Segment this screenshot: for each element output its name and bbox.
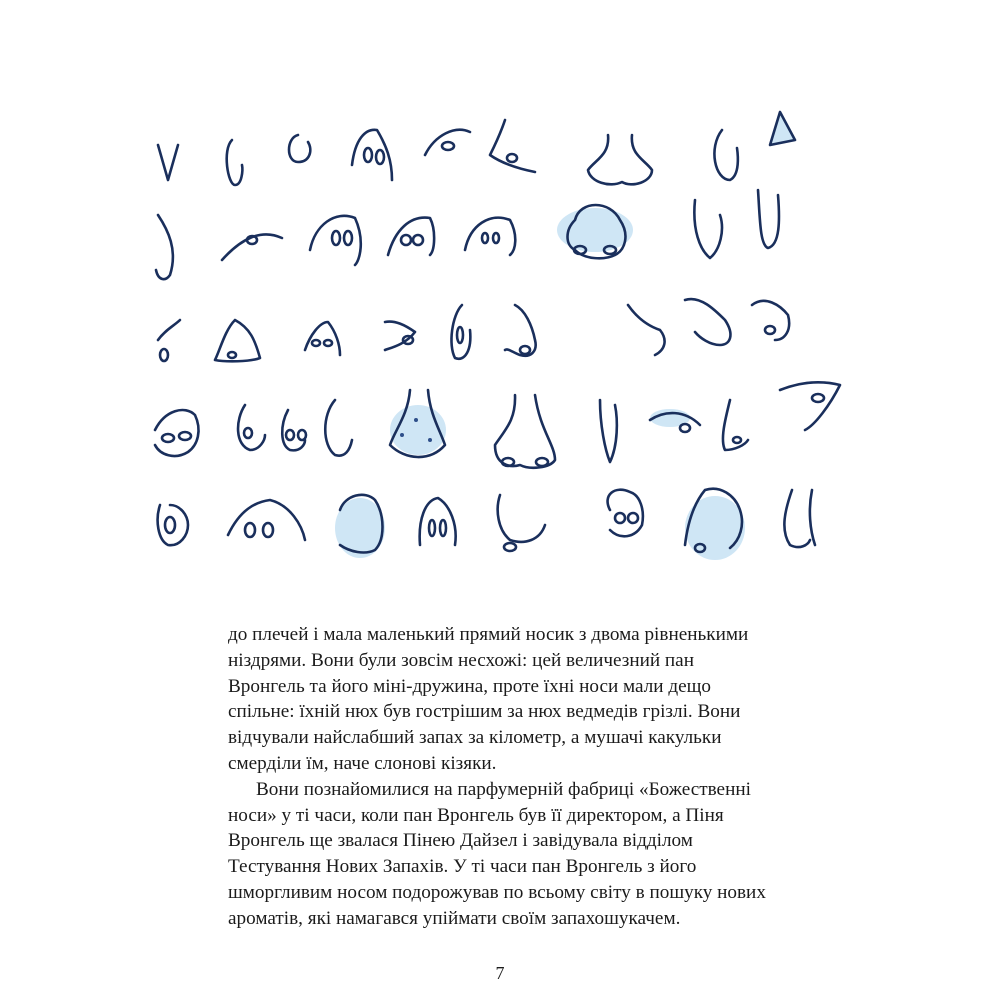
nose-sketch xyxy=(158,505,188,545)
nose-sketch xyxy=(588,135,652,184)
nose-sketch xyxy=(752,301,789,340)
nose-sketch xyxy=(385,322,415,350)
nose-sketch xyxy=(325,400,352,456)
nose-sketch xyxy=(608,490,643,537)
noses-drawing xyxy=(140,100,860,570)
nose-sketch xyxy=(498,495,545,551)
nose-sketch xyxy=(694,200,722,258)
nose-sketch xyxy=(628,305,665,355)
nose-sketch xyxy=(155,410,199,456)
nose-sketch xyxy=(425,130,470,155)
nose-sketch xyxy=(420,498,456,545)
nose-sketch xyxy=(310,216,361,265)
nose-sketch xyxy=(305,322,340,355)
nose-sketch xyxy=(228,500,305,540)
body-text xyxy=(228,622,768,932)
nose-sketch xyxy=(758,190,779,248)
nose-sketch xyxy=(495,395,555,468)
noses-illustration xyxy=(140,100,860,570)
nose-sketch xyxy=(714,130,737,180)
nose-sketch xyxy=(227,140,243,185)
nose-sketch xyxy=(600,400,617,462)
nose-sketch xyxy=(156,215,173,279)
nose-sketch xyxy=(215,320,260,361)
nose-sketch xyxy=(289,135,310,162)
nose-sketch xyxy=(505,305,536,356)
nose-sketch xyxy=(222,234,282,260)
nose-sketch xyxy=(158,145,178,180)
paragraph: до плечей і мала маленький прямий носик з двома рівненькими ніздрями. Вони були зовсім несхожі: цей величезний пан Вронгель та його міні-дружина, проте їхні носи мали дещо спільне: їхній нюх був гострішим за нюх ведмедів грізлі. Вони відчували найслабший запах за кілометр, а мушачі какульки смерділи їм, наче слонові кізяки. xyxy=(228,624,749,774)
nose-sketch xyxy=(388,218,434,255)
nose-sketch xyxy=(780,382,840,430)
paragraph: Вони познайомилися на парфумерній фабриці «Божественні носи» у ті часи, коли пан Вронгель був її директором, а Піня Вронгель ще звалася Пінею Дайзел і завідувала відділом Тестування Нових Запахів. У ті часи пан Вронгель з його шморгливим носом подорожував по всьому світу в пошуку нових ароматів, які намагався упіймати своїм запахошукачем. xyxy=(228,778,766,929)
nose-sketch xyxy=(465,218,515,255)
nose-sketch xyxy=(158,320,180,361)
nose-sketch xyxy=(451,305,470,359)
page-number: 7 xyxy=(495,963,505,983)
nose-sketch xyxy=(238,405,265,450)
nose-sketch xyxy=(490,120,535,172)
nose-sketch xyxy=(723,400,748,450)
nose-sketch xyxy=(282,410,306,450)
nose-sketch xyxy=(352,130,392,180)
nose-sketch xyxy=(784,490,815,547)
nose-sketch xyxy=(685,299,730,345)
